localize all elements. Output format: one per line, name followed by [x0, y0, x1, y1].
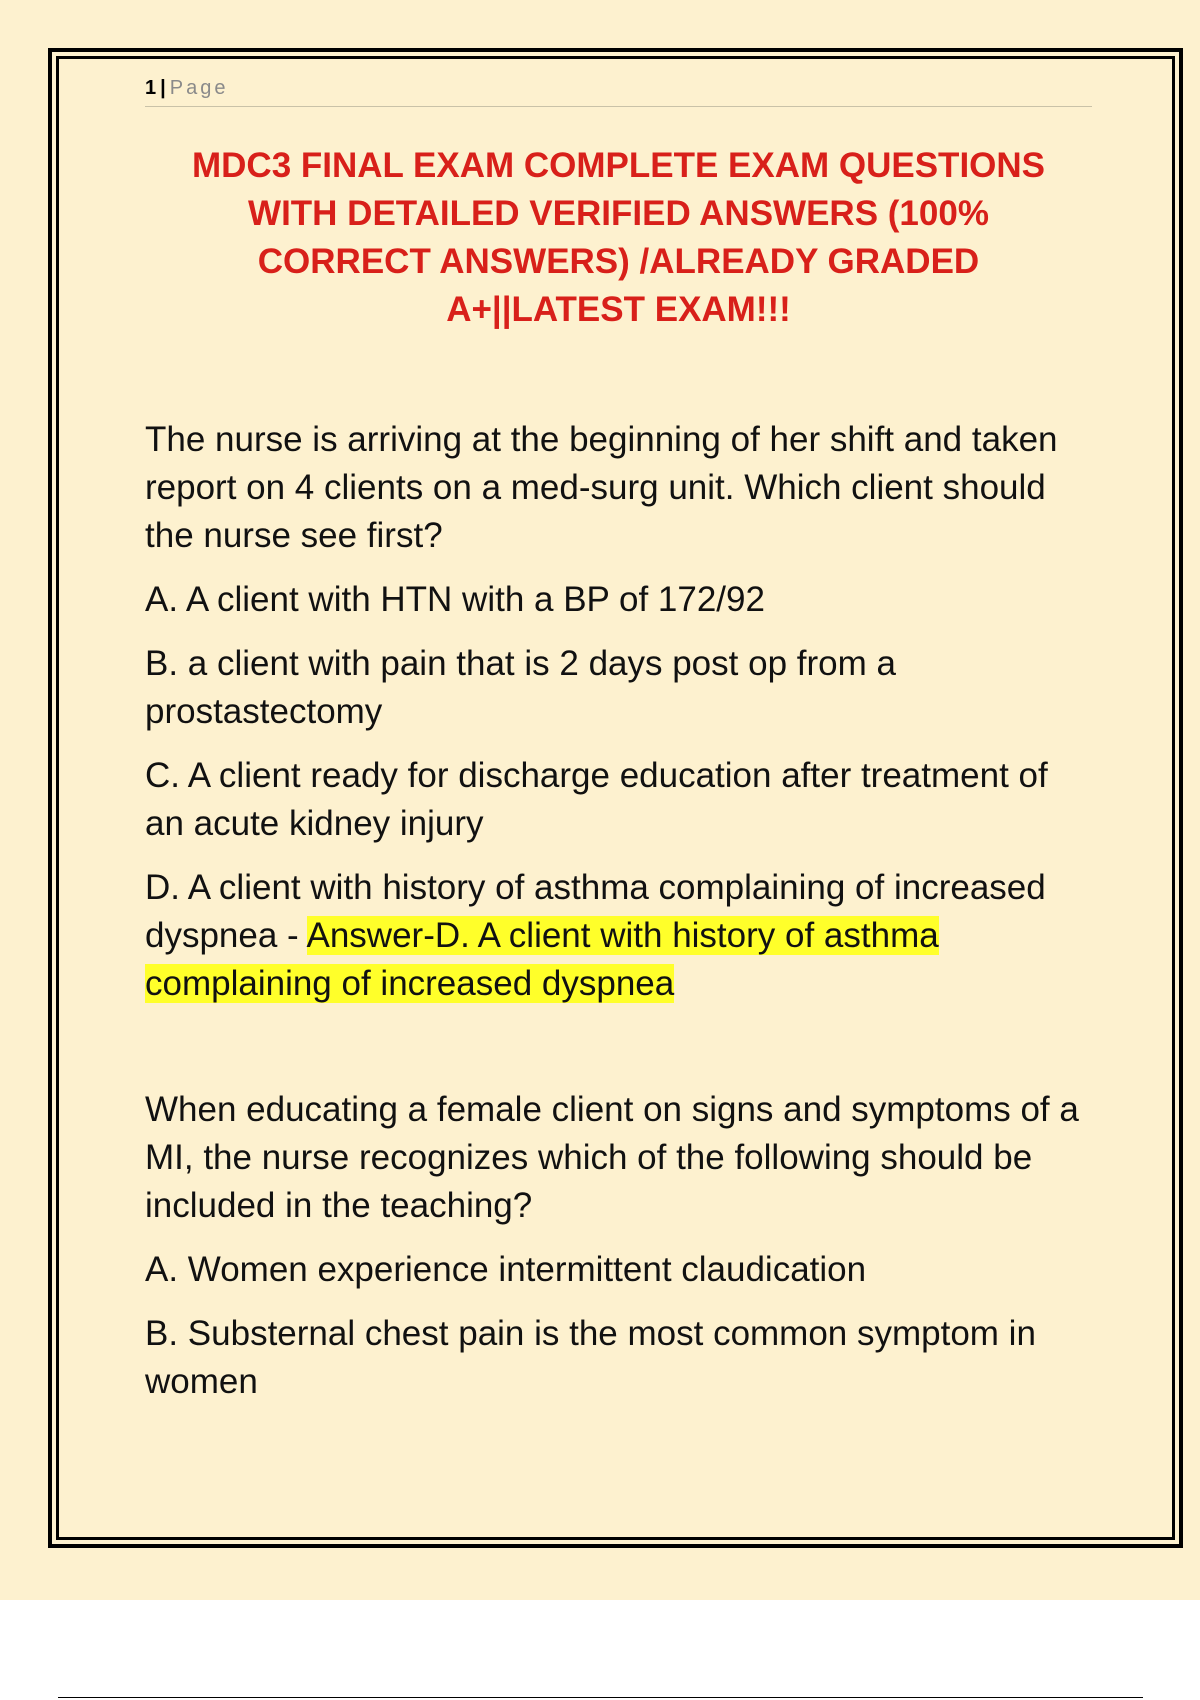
- page-number: 1: [145, 77, 157, 99]
- question-1-option-c: C. A client ready for discharge education after treatment of an acute kidney injury: [145, 756, 1048, 843]
- question-spacer: [145, 1024, 1095, 1086]
- title-line-3: CORRECT ANSWERS) /ALREADY GRADED: [257, 242, 980, 281]
- document-body: [145, 416, 1095, 1422]
- page-separator: |: [160, 77, 166, 99]
- page-header: [145, 74, 1092, 107]
- question-2-option-a: A. Women experience intermittent claudication: [145, 1250, 867, 1289]
- title-line-4: A+||LATEST EXAM!!!: [446, 290, 791, 329]
- question-1-option-a: A. A client with HTN with a BP of 172/92: [145, 580, 765, 619]
- question-1-answer: Answer-D. A client with history of asthma complaining of increased dyspnea: [145, 916, 939, 1003]
- footer-rule: [58, 1697, 1143, 1698]
- question-1-stem: The nurse is arriving at the beginning of her shift and taken report on 4 clients on a med-surg unit. Which client should the nurse see first?: [145, 420, 1058, 555]
- title-line-1: MDC3 FINAL EXAM COMPLETE EXAM QUESTIONS: [191, 146, 1046, 185]
- question-1: [145, 416, 1095, 1008]
- question-2-option-b: B. Substernal chest pain is the most common symptom in women: [145, 1314, 1036, 1401]
- question-2-stem: When educating a female client on signs and symptoms of a MI, the nurse recognizes which of the following should be included in the teaching?: [145, 1090, 1079, 1225]
- title-line-2: WITH DETAILED VERIFIED ANSWERS (100%: [248, 194, 989, 233]
- question-1-option-d: [145, 864, 1095, 1008]
- question-1-option-d-text: D. A client with history of asthma complaining of increased dyspnea -: [145, 868, 1046, 955]
- question-1-option-b: B. a client with pain that is 2 days post op from a prostastectomy: [145, 644, 896, 731]
- page-word: Page: [169, 77, 229, 99]
- question-2: [145, 1086, 1095, 1406]
- document-title: [145, 142, 1092, 334]
